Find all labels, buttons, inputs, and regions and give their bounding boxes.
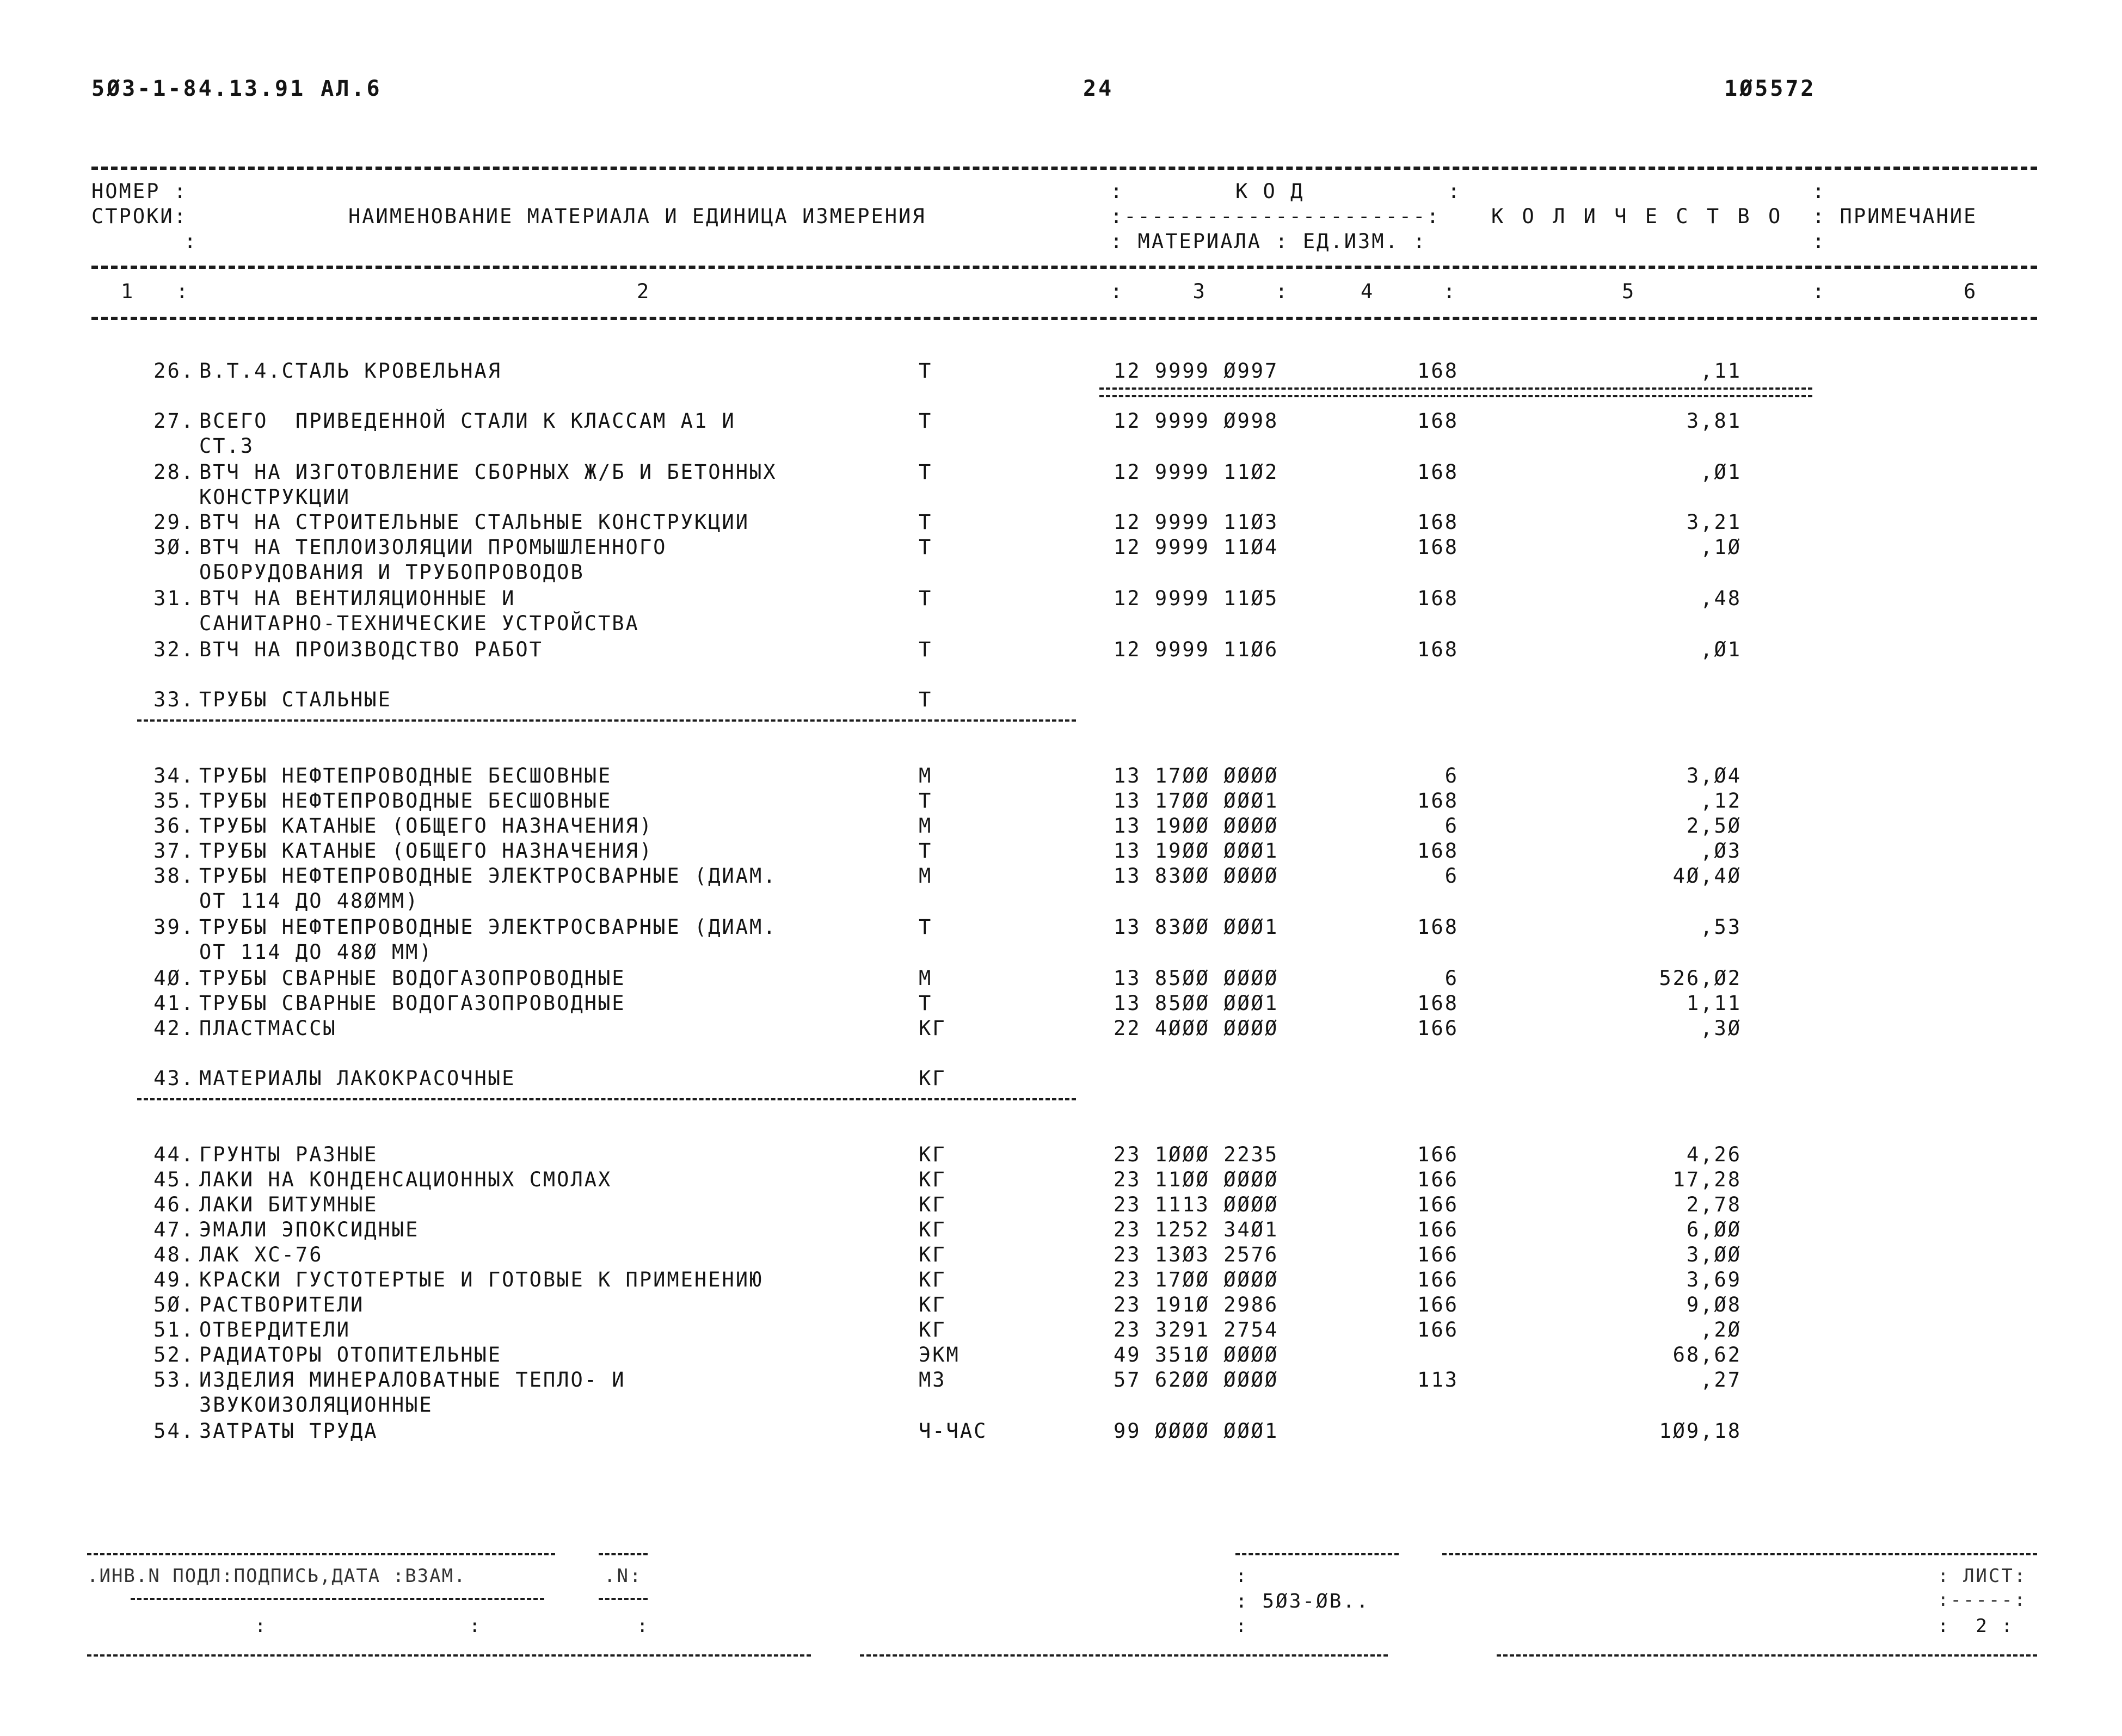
unit-code: 168 xyxy=(1417,839,1459,863)
unit: Т xyxy=(919,460,933,484)
page-number: 24 xyxy=(1083,76,1114,101)
col-code-sublabels: : МАТЕРИАЛА : ЕД.ИЗМ. : xyxy=(1110,230,1427,253)
quantity: ,Ø1 xyxy=(1700,638,1742,661)
code-colon-top: : xyxy=(1110,180,1124,203)
unit: Ч-ЧАС xyxy=(919,1419,988,1443)
unit: Т xyxy=(919,535,933,559)
unit-code: 166 xyxy=(1417,1318,1459,1341)
unit: КГ xyxy=(919,1168,946,1191)
row-number: 43. xyxy=(153,1067,195,1090)
quantity: ,27 xyxy=(1700,1368,1742,1392)
section-rule-paints xyxy=(137,1098,1076,1100)
quantity: ,11 xyxy=(1700,359,1742,383)
material-name: ЛАК ХС-76 xyxy=(199,1243,323,1266)
header-top-rule xyxy=(91,167,2037,170)
sheet-label: : ЛИСТ: xyxy=(1938,1565,2027,1587)
stamp-colon-c: : xyxy=(637,1615,650,1637)
total-double-rule xyxy=(1099,387,1812,397)
col-number-5: 5 xyxy=(1622,280,1636,303)
material-name: РАСТВОРИТЕЛИ xyxy=(199,1293,365,1316)
row-number: 47. xyxy=(153,1218,195,1241)
material-name-cont: СТ.3 xyxy=(199,434,255,458)
material-name-cont: ОБОРУДОВАНИЯ И ТРУБОПРОВОДОВ xyxy=(199,561,585,584)
col-number-4: 4 : xyxy=(1361,280,1457,303)
row-number: 53. xyxy=(153,1368,195,1392)
material-code: 23 11ØØ ØØØØ xyxy=(1114,1168,1279,1191)
unit: Т xyxy=(919,510,933,534)
unit: КГ xyxy=(919,1067,946,1090)
sheet-number: : 2 : xyxy=(1938,1615,2014,1637)
stamp-colon-a: : xyxy=(255,1615,268,1637)
material-name: ТРУБЫ НЕФТЕПРОВОДНЫЕ БЕСШОВНЫЕ xyxy=(199,764,612,787)
unit-code: 168 xyxy=(1417,510,1459,534)
unit-code: 166 xyxy=(1417,1293,1459,1316)
unit-code: 6 xyxy=(1444,864,1459,888)
quantity: 3,81 xyxy=(1686,409,1742,433)
unit: М xyxy=(919,764,933,787)
unit-code: 168 xyxy=(1417,992,1459,1015)
row-number: 38. xyxy=(153,864,195,888)
material-code: 13 85ØØ ØØØØ xyxy=(1114,967,1279,990)
material-name: ТРУБЫ СВАРНЫЕ ВОДОГАЗОПРОВОДНЫЕ xyxy=(199,967,626,990)
material-code: 57 62ØØ ØØØØ xyxy=(1114,1368,1279,1392)
stamp-rule-3 xyxy=(1235,1553,1399,1555)
stamp-rule-7 xyxy=(87,1654,811,1657)
col-number-6: : 6 xyxy=(1812,280,1978,303)
row-number: 46. xyxy=(153,1193,195,1216)
material-code: 13 83ØØ ØØØØ xyxy=(1114,864,1279,888)
unit: КГ xyxy=(919,1218,946,1241)
material-code: 22 4ØØØ ØØØØ xyxy=(1114,1017,1279,1040)
unit: М xyxy=(919,814,933,838)
material-name: ВТЧ НА ПРОИЗВОДСТВО РАБОТ xyxy=(199,638,543,661)
stamp-colon-b: : xyxy=(469,1615,482,1637)
unit: ЭКМ xyxy=(919,1343,960,1366)
unit: Т xyxy=(919,409,933,433)
col-number-3: : 3 : xyxy=(1110,280,1289,303)
material-name: ЭМАЛИ ЭПОКСИДНЫЕ xyxy=(199,1218,420,1241)
unit: М xyxy=(919,967,933,990)
unit-code: 166 xyxy=(1417,1143,1459,1166)
material-name-cont: ЗВУКОИЗОЛЯЦИОННЫЕ xyxy=(199,1393,433,1417)
stamp-rule-6 xyxy=(599,1598,648,1600)
material-name: ВСЕГО ПРИВЕДЕННОЙ СТАЛИ К КЛАССАМ А1 И xyxy=(199,409,736,433)
unit-code: 6 xyxy=(1444,967,1459,990)
stamp-rule-5 xyxy=(131,1598,544,1600)
unit-code: 168 xyxy=(1417,409,1459,433)
unit: КГ xyxy=(919,1268,946,1291)
material-code: 13 19ØØ ØØØØ xyxy=(1114,814,1279,838)
col-number-1: 1 : xyxy=(121,280,190,303)
material-code: 13 17ØØ ØØØØ xyxy=(1114,764,1279,787)
material-name: ТРУБЫ НЕФТЕПРОВОДНЫЕ ЭЛЕКТРОСВАРНЫЕ (ДИАМ. xyxy=(199,864,777,888)
material-name: ПЛАСТМАССЫ xyxy=(199,1017,337,1040)
quantity: 68,62 xyxy=(1672,1343,1742,1366)
material-code: 13 19ØØ ØØØ1 xyxy=(1114,839,1279,863)
quantity: ,1Ø xyxy=(1700,535,1742,559)
header-mid-rule xyxy=(91,266,2037,269)
quantity: 3,ØØ xyxy=(1686,1243,1742,1266)
row-number: 34. xyxy=(153,764,195,787)
row-number: 35. xyxy=(153,789,195,812)
material-name-cont: ОТ 114 ДО 48Ø ММ) xyxy=(199,940,433,964)
material-name: ТРУБЫ НЕФТЕПРОВОДНЫЕ БЕСШОВНЫЕ xyxy=(199,789,612,812)
unit: КГ xyxy=(919,1017,946,1040)
material-code: 99 ØØØØ ØØØ1 xyxy=(1114,1419,1279,1443)
unit: КГ xyxy=(919,1193,946,1216)
material-code: 23 191Ø 2986 xyxy=(1114,1293,1279,1316)
quantity: 3,Ø4 xyxy=(1686,764,1742,787)
material-name: ТРУБЫ СВАРНЫЕ ВОДОГАЗОПРОВОДНЫЕ xyxy=(199,992,626,1015)
doc-colon-bottom: : xyxy=(1235,1615,1248,1637)
unit-code: 113 xyxy=(1417,1368,1459,1392)
material-code: 12 9999 11Ø6 xyxy=(1114,638,1279,661)
unit: Т xyxy=(919,789,933,812)
row-number: 28. xyxy=(153,460,195,484)
material-name: МАТЕРИАЛЫ ЛАКОКРАСОЧНЫЕ xyxy=(199,1067,516,1090)
row-number: 45. xyxy=(153,1168,195,1191)
material-code: 12 9999 11Ø5 xyxy=(1114,587,1279,610)
unit-code: 168 xyxy=(1417,638,1459,661)
unit-code: 166 xyxy=(1417,1168,1459,1191)
unit: Т xyxy=(919,992,933,1015)
row-number: 54. xyxy=(153,1419,195,1443)
material-code: 13 85ØØ ØØØ1 xyxy=(1114,992,1279,1015)
material-name: В.Т.4.СТАЛЬ КРОВЕЛЬНАЯ xyxy=(199,359,502,383)
row-number: 39. xyxy=(153,915,195,939)
row-number: 41. xyxy=(153,992,195,1015)
material-name: ВТЧ НА ВЕНТИЛЯЦИОННЫЕ И xyxy=(199,587,516,610)
row-number: 36. xyxy=(153,814,195,838)
quantity: ,12 xyxy=(1700,789,1742,812)
row-number: 51. xyxy=(153,1318,195,1341)
unit-code: 6 xyxy=(1444,764,1459,787)
stamp-n: .N: xyxy=(604,1565,643,1587)
header-bottom-rule xyxy=(91,317,2037,320)
stamp-rule-4 xyxy=(1442,1553,2037,1555)
material-name: ТРУБЫ НЕФТЕПРОВОДНЫЕ ЭЛЕКТРОСВАРНЫЕ (ДИАМ. xyxy=(199,915,777,939)
unit-code: 166 xyxy=(1417,1193,1459,1216)
quantity: 3,69 xyxy=(1686,1268,1742,1291)
quantity: 3,21 xyxy=(1686,510,1742,534)
unit: КГ xyxy=(919,1143,946,1166)
unit: Т xyxy=(919,359,933,383)
material-name: ВТЧ НА СТРОИТЕЛЬНЫЕ СТАЛЬНЫЕ КОНСТРУКЦИИ xyxy=(199,510,750,534)
material-name: ИЗДЕЛИЯ МИНЕРАЛОВАТНЫЕ ТЕПЛО- И xyxy=(199,1368,626,1392)
row-number: 27. xyxy=(153,409,195,433)
material-name: ЛАКИ НА КОНДЕНСАЦИОННЫХ СМОЛАХ xyxy=(199,1168,612,1191)
quantity: ,3Ø xyxy=(1700,1017,1742,1040)
row-number: 29. xyxy=(153,510,195,534)
row-number: 5Ø. xyxy=(153,1293,195,1316)
unit: Т xyxy=(919,638,933,661)
row-number: 44. xyxy=(153,1143,195,1166)
unit: КГ xyxy=(919,1318,946,1341)
unit-code: 168 xyxy=(1417,915,1459,939)
material-code: 12 9999 11Ø4 xyxy=(1114,535,1279,559)
unit-code: 166 xyxy=(1417,1243,1459,1266)
quantity: 17,28 xyxy=(1672,1168,1742,1191)
quantity: 2,78 xyxy=(1686,1193,1742,1216)
stamp-fields: .ИНВ.N ПОДЛ:ПОДПИСЬ,ДАТА :ВЗАМ. xyxy=(87,1565,466,1587)
unit-code: 168 xyxy=(1417,789,1459,812)
material-name: ТРУБЫ СТАЛЬНЫЕ xyxy=(199,688,392,711)
note-colon-bottom: : xyxy=(1812,230,1826,253)
unit-code: 166 xyxy=(1417,1017,1459,1040)
col-code-divider: :----------------------: xyxy=(1110,205,1441,228)
stamp-rule-9 xyxy=(1497,1654,2037,1657)
material-name: ВТЧ НА ТЕПЛОИЗОЛЯЦИИ ПРОМЫШЛЕННОГО xyxy=(199,535,667,559)
material-code: 12 9999 Ø997 xyxy=(1114,359,1279,383)
material-code: 23 1ØØØ 2235 xyxy=(1114,1143,1279,1166)
unit-code: 166 xyxy=(1417,1218,1459,1241)
quantity: 4,26 xyxy=(1686,1143,1742,1166)
row-number: 52. xyxy=(153,1343,195,1366)
material-name: ТРУБЫ КАТАНЫЕ (ОБЩЕГО НАЗНАЧЕНИЯ) xyxy=(199,839,654,863)
stamp-rule-8 xyxy=(860,1654,1388,1657)
col-note-label: : ПРИМЕЧАНИЕ xyxy=(1812,205,1978,228)
quantity: 1Ø9,18 xyxy=(1659,1419,1742,1443)
row-number: 3Ø. xyxy=(153,535,195,559)
unit: М3 xyxy=(919,1368,946,1392)
row-number: 4Ø. xyxy=(153,967,195,990)
col-num-label-1: НОМЕР : xyxy=(91,180,188,203)
stamp-rule-1 xyxy=(87,1553,555,1555)
material-code: 23 1252 34Ø1 xyxy=(1114,1218,1279,1241)
material-name: ТРУБЫ КАТАНЫЕ (ОБЩЕГО НАЗНАЧЕНИЯ) xyxy=(199,814,654,838)
row-number: 32. xyxy=(153,638,195,661)
code-colon-top-right: : xyxy=(1448,180,1462,203)
unit-code: 168 xyxy=(1417,460,1459,484)
material-code: 12 9999 Ø998 xyxy=(1114,409,1279,433)
unit-code: 6 xyxy=(1444,814,1459,838)
material-name: ГРУНТЫ РАЗНЫЕ xyxy=(199,1143,378,1166)
unit: КГ xyxy=(919,1243,946,1266)
material-name: КРАСКИ ГУСТОТЕРТЫЕ И ГОТОВЫЕ К ПРИМЕНЕНИЮ xyxy=(199,1268,764,1291)
quantity: 526,Ø2 xyxy=(1659,967,1742,990)
unit: Т xyxy=(919,915,933,939)
quantity: 2,5Ø xyxy=(1686,814,1742,838)
stamp-rule-2 xyxy=(599,1553,648,1555)
unit: М xyxy=(919,864,933,888)
row-number: 48. xyxy=(153,1243,195,1266)
col-name-label: НАИМЕНОВАНИЕ МАТЕРИАЛА И ЕДИНИЦА ИЗМЕРЕНИЯ xyxy=(348,205,926,228)
material-code: 13 17ØØ ØØØ1 xyxy=(1114,789,1279,812)
quantity: ,Ø3 xyxy=(1700,839,1742,863)
material-code: 23 1113 ØØØØ xyxy=(1114,1193,1279,1216)
material-code: 13 83ØØ ØØØ1 xyxy=(1114,915,1279,939)
material-name-cont: САНИТАРНО-ТЕХНИЧЕСКИЕ УСТРОЙСТВА xyxy=(199,612,639,635)
unit: Т xyxy=(919,587,933,610)
unit: Т xyxy=(919,688,933,711)
unit-code: 166 xyxy=(1417,1268,1459,1291)
quantity: 4Ø,4Ø xyxy=(1672,864,1742,888)
row-number: 37. xyxy=(153,839,195,863)
doc-number: 1Ø5572 xyxy=(1724,76,1816,101)
col-num-label-2: СТРОКИ: xyxy=(91,205,188,228)
row-number: 33. xyxy=(153,688,195,711)
unit-code: 168 xyxy=(1417,587,1459,610)
doc-code-header: 5Ø3-1-84.13.91 АЛ.6 xyxy=(91,76,382,101)
unit-code: 168 xyxy=(1417,535,1459,559)
material-code: 23 17ØØ ØØØØ xyxy=(1114,1268,1279,1291)
material-name: ЛАКИ БИТУМНЫЕ xyxy=(199,1193,378,1216)
row-number: 49. xyxy=(153,1268,195,1291)
material-code: 23 3291 2754 xyxy=(1114,1318,1279,1341)
col-code-label: К О Д xyxy=(1235,180,1305,203)
quantity: ,2Ø xyxy=(1700,1318,1742,1341)
col-num-label-3: : xyxy=(184,230,198,253)
unit-code: 168 xyxy=(1417,359,1459,383)
section-rule-pipes xyxy=(137,719,1076,722)
quantity: ,53 xyxy=(1700,915,1742,939)
col-qty-label: К О Л И Ч Е С Т В О xyxy=(1491,205,1784,228)
quantity: 6,ØØ xyxy=(1686,1218,1742,1241)
material-name-cont: КОНСТРУКЦИИ xyxy=(199,485,351,509)
quantity: 9,Ø8 xyxy=(1686,1293,1742,1316)
material-code: 12 9999 11Ø2 xyxy=(1114,460,1279,484)
quantity: ,48 xyxy=(1700,587,1742,610)
material-name-cont: ОТ 114 ДО 48ØММ) xyxy=(199,889,420,913)
material-code: 49 351Ø ØØØØ xyxy=(1114,1343,1279,1366)
material-name: ВТЧ НА ИЗГОТОВЛЕНИЕ СБОРНЫХ Ж/Б И БЕТОННЫХ xyxy=(199,460,777,484)
note-colon-top: : xyxy=(1812,180,1826,203)
material-name: ЗАТРАТЫ ТРУДА xyxy=(199,1419,378,1443)
quantity: 1,11 xyxy=(1686,992,1742,1015)
row-number: 26. xyxy=(153,359,195,383)
material-code: 12 9999 11Ø3 xyxy=(1114,510,1279,534)
material-name: РАДИАТОРЫ ОТОПИТЕЛЬНЫЕ xyxy=(199,1343,502,1366)
quantity: ,Ø1 xyxy=(1700,460,1742,484)
material-code: 23 13Ø3 2576 xyxy=(1114,1243,1279,1266)
unit: Т xyxy=(919,839,933,863)
doc-code: : 5Ø3-ØВ.. xyxy=(1235,1590,1370,1612)
row-number: 42. xyxy=(153,1017,195,1040)
sheet-dash: :-----: xyxy=(1938,1589,2027,1611)
unit: КГ xyxy=(919,1293,946,1316)
doc-colon-top: : xyxy=(1235,1565,1248,1587)
material-name: ОТВЕРДИТЕЛИ xyxy=(199,1318,351,1341)
col-number-2: 2 xyxy=(637,280,651,303)
row-number: 31. xyxy=(153,587,195,610)
